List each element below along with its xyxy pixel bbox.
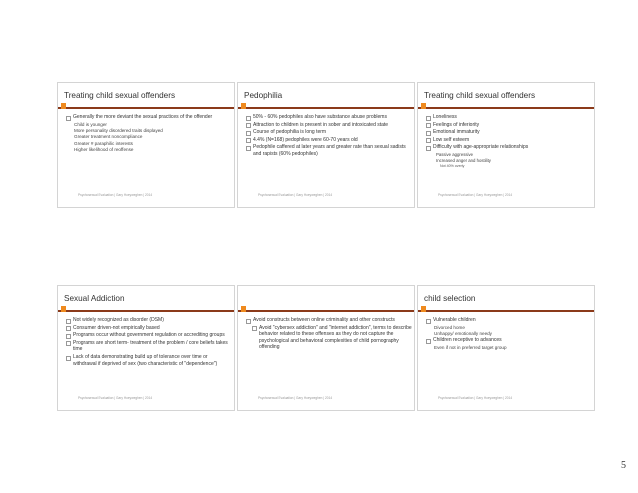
slide-marker-icon xyxy=(421,306,426,312)
bullet: Vulnerable children xyxy=(426,317,592,324)
title-rule xyxy=(418,107,594,109)
bullet: Children receptive to advances xyxy=(426,337,592,344)
slide-title: Sexual Addiction xyxy=(64,294,125,303)
slide-title: Treating child sexual offenders xyxy=(424,91,536,100)
slide-body xyxy=(66,114,232,154)
slide-marker-icon xyxy=(61,103,66,109)
title-rule xyxy=(58,310,234,312)
slide-marker-icon xyxy=(61,306,66,312)
bullet: Low self esteem xyxy=(426,137,592,144)
sub-bullet: Passive aggressive xyxy=(436,151,474,157)
bullet: Course of pedophilia is long term xyxy=(246,129,412,136)
slide-footer: Psychosexual Evaluation | Gary Hoeyweghen | 2014 xyxy=(78,396,153,400)
bullet: 50% - 60% pedophiles also have substance abuse problems xyxy=(246,114,412,121)
slide-title: child selection xyxy=(424,294,476,303)
slide-marker-icon xyxy=(241,103,246,109)
slide-footer: Psychosexual Evaluation | Gary Hoeyweghen | 2014 xyxy=(78,193,153,197)
bullet: 4.4% (N=168) pedophiles were 60-70 years old xyxy=(246,137,412,144)
sub-bullet: Greater treatment noncompliance xyxy=(74,134,143,140)
bullet: Avoid constructs between online criminality and other constructs xyxy=(246,317,412,324)
sub-bullet: Avoid "cybersex addiction" and "internet addiction", terms to describe behavior related to these offenses as they do not capture the psychological and behavioral complexities of child pornography offending xyxy=(252,325,412,351)
slide-marker-icon xyxy=(241,306,246,312)
slide-body xyxy=(66,317,232,368)
page-number: 5 xyxy=(621,460,626,471)
sub-bullet: Increased anger and hostility xyxy=(436,157,491,163)
title-rule xyxy=(58,107,234,109)
slide-body xyxy=(246,114,412,159)
slide-6 xyxy=(417,285,595,411)
bullet: Emotional immaturity xyxy=(426,129,592,136)
bullet: Difficulty with age-appropriate relationships xyxy=(426,144,592,151)
sub-bullet: Child is younger xyxy=(74,121,107,127)
slide-5 xyxy=(237,285,415,411)
slide-3 xyxy=(417,82,595,208)
title-rule xyxy=(238,310,414,312)
slide-body xyxy=(246,317,412,352)
slide-title: Pedophilia xyxy=(244,91,283,100)
slide-marker-icon xyxy=(421,103,426,109)
bullet: Loneliness xyxy=(426,114,592,121)
slide-footer: Psychosexual Evaluation | Gary Hoeyweghen | 2014 xyxy=(438,396,513,400)
bullet: Lack of data demonstrating build up of tolerance over time or withdrawal if deprived of sex (two characteristic of "dependence") xyxy=(66,354,232,367)
title-rule xyxy=(238,107,414,109)
slide-body xyxy=(426,114,592,169)
slide-footer: Psychosexual Evaluation | Gary Hoeyweghen | 2014 xyxy=(438,193,513,197)
bullet: Consumer driven-not empirically based xyxy=(66,325,232,332)
bullet: Programs are short term- treatment of the problem / core beliefs takes time xyxy=(66,340,232,353)
slide-footer: Psychosexual Evaluation | Gary Hoeyweghen | 2014 xyxy=(258,193,333,197)
bullet: Not widely recognized as disorder (DSM) xyxy=(66,317,232,324)
title-rule xyxy=(418,310,594,312)
bullet: Generally the more deviant the sexual practices of the offender xyxy=(66,114,232,121)
bullet: Programs occur without government regulation or accrediting groups xyxy=(66,332,232,339)
sub-bullet: More personality disordered traits displayed xyxy=(74,128,163,133)
slide-footer: Psychosexual Evaluation | Gary Hoeyweghen | 2014 xyxy=(258,396,333,400)
bullet: Feelings of inferiority xyxy=(426,122,592,129)
bullet: Attraction to children is present in sober and intoxicated state xyxy=(246,122,412,129)
slide-body xyxy=(426,317,592,351)
slide-2 xyxy=(237,82,415,208)
sub-bullet: Greater # paraphilic interests xyxy=(74,140,133,146)
sub-bullet: Divorced home xyxy=(434,324,465,330)
slide-4 xyxy=(57,285,235,411)
sub-bullet: Unhappy/ emotionally needy xyxy=(434,331,492,336)
bullet: Pedophile caffered at later years and greater rate than sexual sadists and rapists (60% pedophiles) xyxy=(246,144,412,157)
sub-bullet: Higher likelihood of reoffense xyxy=(74,147,134,153)
sub-sub-bullet: Not 40% overly xyxy=(440,163,465,168)
slide-1 xyxy=(57,82,235,208)
sub-bullet: Even if not in preferred target group xyxy=(434,345,507,350)
slide-title: Treating child sexual offenders xyxy=(64,91,176,100)
